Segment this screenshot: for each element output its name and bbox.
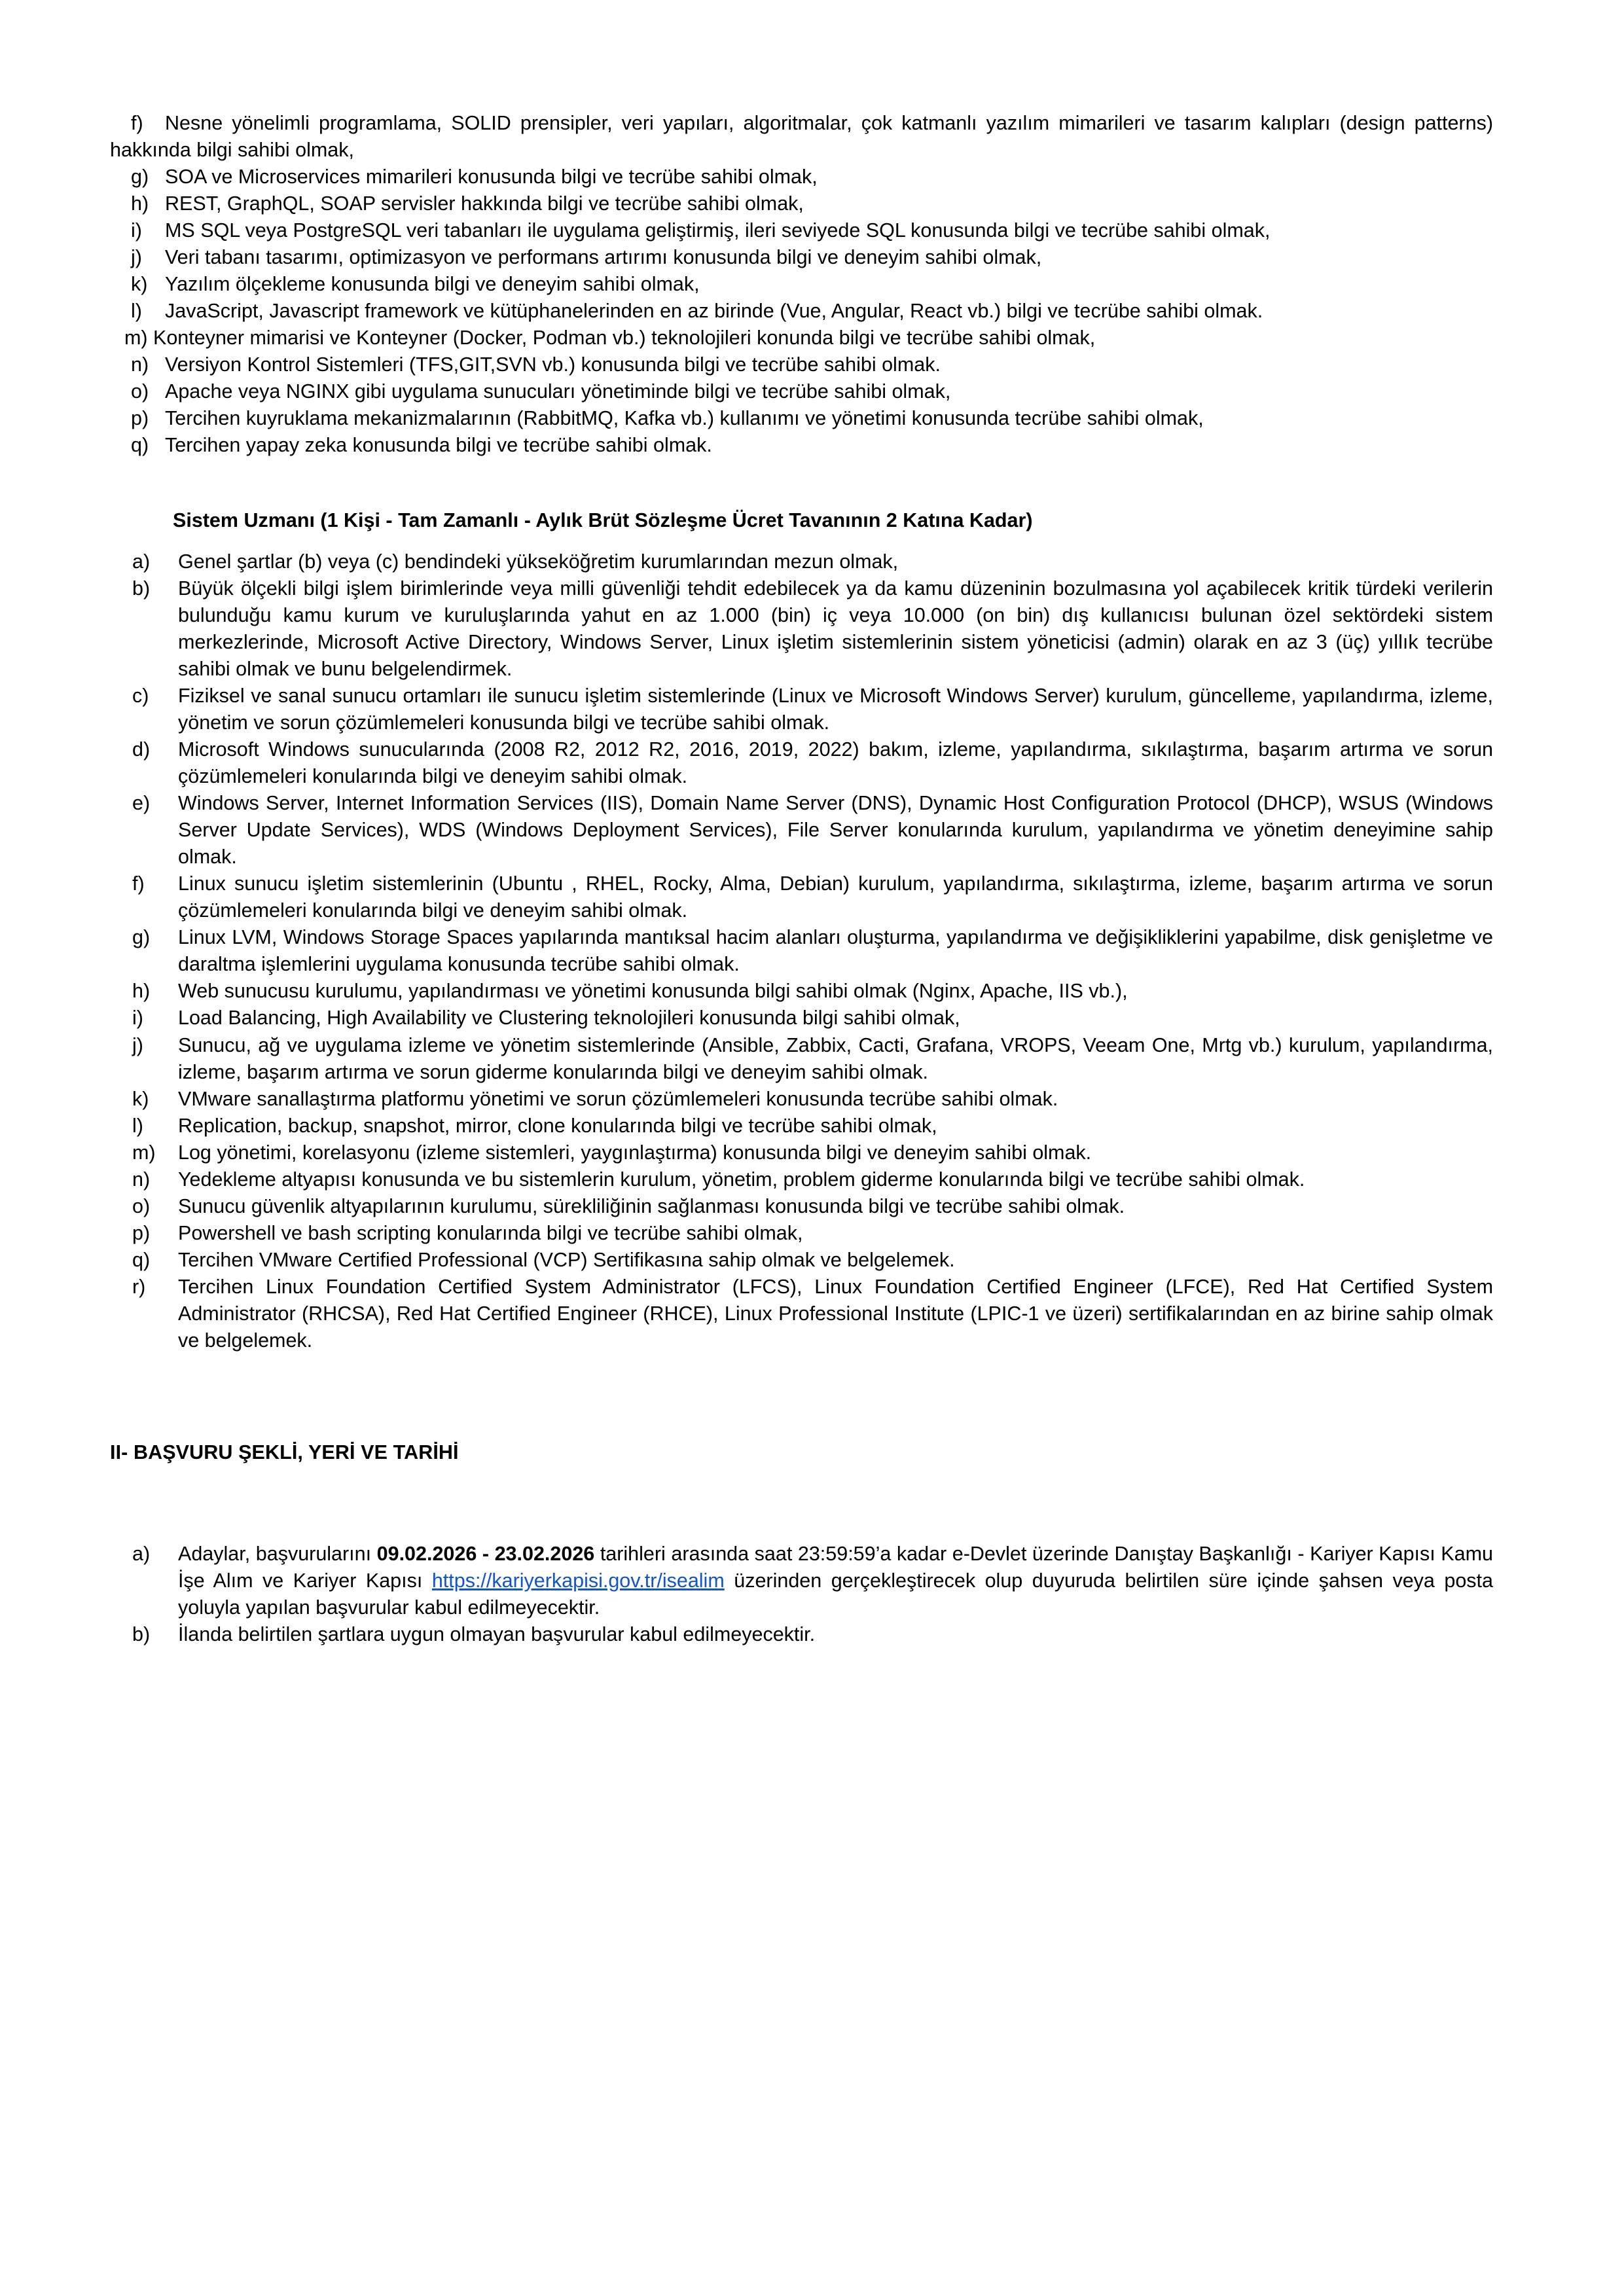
list-marker: o)	[131, 380, 149, 403]
list-item	[110, 1193, 1493, 1220]
list-item	[110, 790, 1493, 870]
list-item	[110, 978, 1493, 1005]
list-item-text: Replication, backup, snapshot, mirror, clone konularında bilgi ve tecrübe sahibi olmak,	[178, 1114, 937, 1137]
list-marker: n)	[132, 1168, 151, 1191]
list-marker: a)	[132, 1542, 151, 1565]
document-body	[110, 110, 1493, 1648]
list-marker: j)	[131, 246, 142, 269]
list-item-text: Sunucu güvenlik altyapılarının kurulumu, sürekliliğinin sağlanması konusunda bilgi ve tecrübe sahibi olmak.	[178, 1194, 1125, 1217]
list-item-text: Nesne yönelimli programlama, SOLID prensipler, veri yapıları, algoritmalar, çok katmanlı yazılım mimarileri ve tasarım kalıpları (design patterns) hakkında bilgi sahibi olmak,	[110, 112, 1493, 162]
list-item	[110, 924, 1493, 978]
application-dates: 09.02.2026 - 23.02.2026	[376, 1542, 595, 1565]
list-marker: g)	[131, 166, 149, 188]
list-item-text: JavaScript, Javascript framework ve kütüphanelerinden en az birinde (Vue, Angular, React vb.) bilgi ve tecrübe sahibi olmak.	[165, 300, 1263, 323]
list-item	[110, 271, 1493, 298]
application-text-part2: tarihleri arasında saat 23:59:59’a kadar e-Devlet üzerinde Danıştay Başkanlığı - Kariyer Kapısı Kamu İşe Alım ve Kariyer Kapısı	[178, 1542, 1493, 1592]
list-marker: p)	[132, 1221, 151, 1244]
list-item-text: Genel şartlar (b) veya (c) bendindeki yükseköğretim kurumlarından mezun olmak,	[178, 550, 899, 573]
list-marker: p)	[131, 407, 149, 430]
list-item-text: Versiyon Kontrol Sistemleri (TFS,GIT,SVN vb.) konusunda bilgi ve tecrübe sahibi olmak.	[165, 353, 941, 376]
list-marker: q)	[132, 1248, 151, 1271]
list-marker: h)	[131, 192, 149, 215]
list-marker: o)	[132, 1194, 151, 1217]
list-marker: i)	[132, 1007, 143, 1030]
list-item	[110, 548, 1493, 575]
kariyer-kapisi-link[interactable]: https://kariyerkapisi.gov.tr/isealim	[431, 1569, 725, 1592]
list-item	[110, 164, 1493, 190]
list-marker: k)	[131, 273, 148, 296]
list-item	[110, 1247, 1493, 1274]
list-item-text: Yedekleme altyapısı konusunda ve bu sistemlerin kurulum, yönetim, problem giderme konularında bilgi ve tecrübe sahibi olmak.	[178, 1168, 1305, 1191]
list-item	[110, 351, 1493, 378]
list-item	[110, 1086, 1493, 1113]
list-item	[110, 736, 1493, 790]
list-item	[110, 1220, 1493, 1247]
list-item-text: Tercihen Linux Foundation Certified System Administrator (LFCS), Linux Foundation Certified Engineer (LFCE), Red Hat Certified System Administrator (RHCSA), Red Hat Certified Engineer (RHCE), Linux Professional Institute (LPIC-1 ve üzeri) sertifikalarından en az birine sahip olmak ve belgelemek.	[178, 1275, 1493, 1352]
list-item	[110, 1139, 1493, 1166]
list-item	[110, 1113, 1493, 1139]
list-item	[110, 110, 1493, 164]
spacer	[110, 1354, 1493, 1403]
list-item-text: Linux sunucu işletim sistemlerinin (Ubuntu , RHEL, Rocky, Alma, Debian) kurulum, yapılandırma, sıkılaştırma, izleme, başarım artırma ve sorun çözümlemeleri konularında bilgi ve deneyim sahibi olmak.	[178, 872, 1493, 922]
list-item-text: REST, GraphQL, SOAP servisler hakkında bilgi ve tecrübe sahibi olmak,	[165, 192, 804, 215]
list-item-text: Linux LVM, Windows Storage Spaces yapılarında mantıksal hacim alanları oluşturma, yapılandırma ve değişikliklerini yapabilme, disk genişletme ve daraltma işlemlerini uygulama konusunda tecrübe sahibi olmak.	[178, 926, 1493, 976]
list-item-text: SOA ve Microservices mimarileri konusunda bilgi ve tecrübe sahibi olmak,	[165, 166, 818, 188]
list-marker: f)	[132, 872, 145, 895]
application-text-part3: üzerinden gerçekleştirecek olup duyuruda belirtilen süre içinde şahsen veya posta yoluyla yapılan başvurular kabul edilmeyecektir.	[178, 1569, 1493, 1619]
list-marker: n)	[131, 353, 149, 376]
list-item-text: Powershell ve bash scripting konularında bilgi ve tecrübe sahibi olmak,	[178, 1221, 803, 1244]
list-item	[110, 405, 1493, 432]
list-marker: c)	[132, 685, 149, 708]
list-item	[110, 432, 1493, 459]
list-marker: a)	[132, 550, 151, 573]
spacer	[110, 1515, 1493, 1541]
list-item-text: İlanda belirtilen şartlara uygun olmayan başvurular kabul edilmeyecektir.	[178, 1623, 816, 1645]
list-item-text: Log yönetimi, korelasyonu (izleme sistemleri, yaygınlaştırma) konusunda bilgi ve deneyim sahibi olmak.	[178, 1141, 1092, 1164]
list-item-text: Apache veya NGINX gibi uygulama sunucuları yönetiminde bilgi ve tecrübe sahibi olmak,	[165, 380, 951, 403]
list-item-text: Microsoft Windows sunucularında (2008 R2, 2012 R2, 2016, 2019, 2022) bakım, izleme, yapılandırma, sıkılaştırma, başarım artırma ve sorun çözümlemeleri konularında bilgi ve deneyim sahibi olmak.	[178, 738, 1493, 788]
list-marker: b)	[132, 577, 151, 600]
list-item	[110, 244, 1493, 271]
list-item	[110, 575, 1493, 683]
list-marker: r)	[132, 1275, 146, 1298]
list-item-text: MS SQL veya PostgreSQL veri tabanları ile uygulama geliştirmiş, ileri seviyede SQL konusunda bilgi ve tecrübe sahibi olmak,	[165, 219, 1271, 242]
list-marker: l)	[132, 1114, 143, 1137]
list-item-text: Büyük ölçekli bilgi işlem birimlerinde veya milli güvenliği tehdit edebilecek ya da kamu düzeninin bozulmasına yol açabilecek kritik türdeki verilerin bulunduğu kamu kurum ve kuruluşlarında yahut en az 1.000 (bin) iç veya 10.000 (on bin) dış kullanıcısı bulunan özel sektördeki sistem merkezlerinde, Microsoft Active Directory, Windows Server, Linux işletim sistemlerinin sistem yöneticisi (admin) olarak en az 3 (üç) yıllık tecrübe sahibi olmak ve bunu belgelendirmek.	[178, 577, 1493, 681]
list-item-text: Fiziksel ve sanal sunucu ortamları ile sunucu işletim sistemlerinde (Linux ve Microsoft Windows Server) kurulum, güncelleme, yapılandırma, izleme, yönetim ve sorun çözümlemeleri konusunda bilgi ve tecrübe sahibi olmak.	[178, 685, 1493, 734]
list-item	[110, 1166, 1493, 1193]
list-item-text: Tercihen yapay zeka konusunda bilgi ve tecrübe sahibi olmak.	[165, 434, 712, 457]
list-marker: d)	[132, 738, 151, 761]
list-marker: m)	[124, 327, 148, 350]
list-marker: e)	[132, 792, 151, 815]
list-item-text: VMware sanallaştırma platformu yönetimi ve sorun çözümlemeleri konusunda tecrübe sahibi olmak.	[178, 1087, 1058, 1110]
application-text-part1: Adaylar, başvurularını	[178, 1542, 377, 1565]
list-marker: q)	[131, 434, 149, 457]
list-item	[110, 378, 1493, 405]
spacer	[110, 459, 1493, 507]
spacer	[110, 1403, 1493, 1439]
list-item-text: Windows Server, Internet Information Services (IIS), Domain Name Server (DNS), Dynamic Host Configuration Protocol (DHCP), WSUS (Windows Server Update Services), WDS (Windows Deployment Services), File Server konularında kurulum, yapılandırma ve yönetim deneyimine sahip olmak.	[178, 792, 1493, 869]
list-item	[110, 1005, 1493, 1031]
list-item-text: Tercihen kuyruklama mekanizmalarının (RabbitMQ, Kafka vb.) kullanımı ve yönetimi konusunda tecrübe sahibi olmak,	[165, 407, 1204, 430]
list-item	[110, 870, 1493, 924]
list-marker: g)	[132, 926, 151, 949]
list-item	[110, 217, 1493, 244]
list-marker: i)	[131, 219, 142, 242]
list-marker: m)	[132, 1141, 156, 1164]
list-item-text: Sunucu, ağ ve uygulama izleme ve yönetim sistemlerinde (Ansible, Zabbix, Cacti, Grafana, VROPS, Veeam One, Mrtg vb.) kurulum, yapılandırma, izleme, başarım artırma ve sorun giderme konularında bilgi ve deneyim sahibi olmak.	[178, 1033, 1493, 1083]
list-item	[110, 1621, 1493, 1648]
list-item	[110, 1541, 1493, 1621]
list-marker: l)	[131, 300, 142, 323]
software-expert-requirements-list	[110, 110, 1493, 459]
spacer	[110, 1466, 1493, 1515]
list-item	[110, 190, 1493, 217]
list-item	[110, 683, 1493, 736]
list-marker: f)	[131, 112, 143, 134]
list-item	[110, 1274, 1493, 1354]
application-section-heading: II- BAŞVURU ŞEKLİ, YERİ VE TARİHİ	[110, 1441, 459, 1463]
list-item	[110, 325, 1493, 351]
list-item-text: Yazılım ölçekleme konusunda bilgi ve deneyim sahibi olmak,	[165, 273, 700, 296]
list-item-text: Konteyner mimarisi ve Konteyner (Docker, Podman vb.) teknolojileri konunda bilgi ve tecrübe sahibi olmak,	[153, 327, 1096, 350]
system-expert-heading: Sistem Uzmanı (1 Kişi - Tam Zamanlı - Aylık Brüt Sözleşme Ücret Tavanının 2 Katına Kadar)	[173, 509, 1033, 532]
list-item	[110, 298, 1493, 325]
list-marker: h)	[132, 980, 151, 1003]
system-expert-requirements-list	[110, 548, 1493, 1354]
list-item-text: Tercihen VMware Certified Professional (VCP) Sertifikasına sahip olmak ve belgelemek.	[178, 1248, 955, 1271]
list-item	[110, 1032, 1493, 1086]
list-marker: j)	[132, 1033, 143, 1056]
list-item-text: Load Balancing, High Availability ve Clustering teknolojileri konusunda bilgi sahibi olmak,	[178, 1007, 960, 1030]
list-item-text: Veri tabanı tasarımı, optimizasyon ve performans artırımı konusunda bilgi ve deneyim sahibi olmak,	[165, 246, 1042, 269]
list-marker: b)	[132, 1623, 151, 1645]
list-marker: k)	[132, 1087, 149, 1110]
spacer	[110, 534, 1493, 548]
application-items-list	[110, 1541, 1493, 1648]
list-item-text: Web sunucusu kurulumu, yapılandırması ve yönetimi konusunda bilgi sahibi olmak (Nginx, Apache, IIS vb.),	[178, 980, 1128, 1003]
